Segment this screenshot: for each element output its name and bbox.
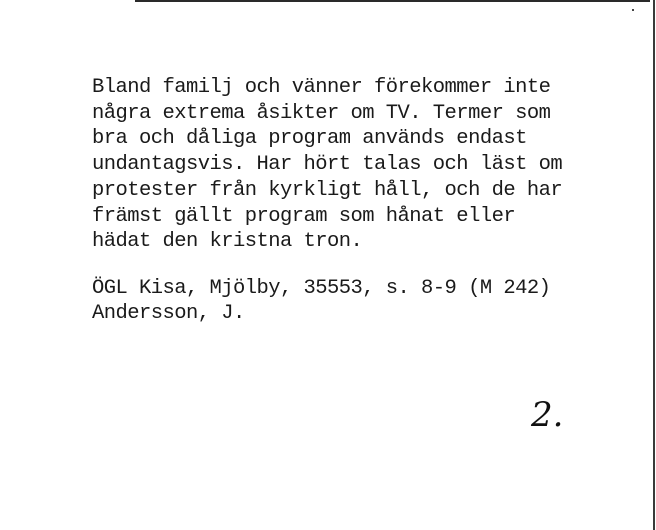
card-top-edge bbox=[135, 0, 650, 2]
card-right-edge bbox=[653, 0, 655, 530]
speck-mark bbox=[632, 9, 634, 11]
handwritten-page-number: 2. bbox=[531, 395, 564, 435]
source-citation: ÖGL Kisa, Mjölby, 35553, s. 8-9 (M 242) Andersson, J. bbox=[92, 277, 551, 325]
body-paragraph: Bland familj och vänner förekommer inte några extrema åsikter om TV. Termer som bra och dåliga program används endast undantagsvis. Har hört talas och läst om protester från kyrkligt håll, och de har främst gällt program som hånat eller hädat den kristna tron. bbox=[92, 76, 563, 254]
